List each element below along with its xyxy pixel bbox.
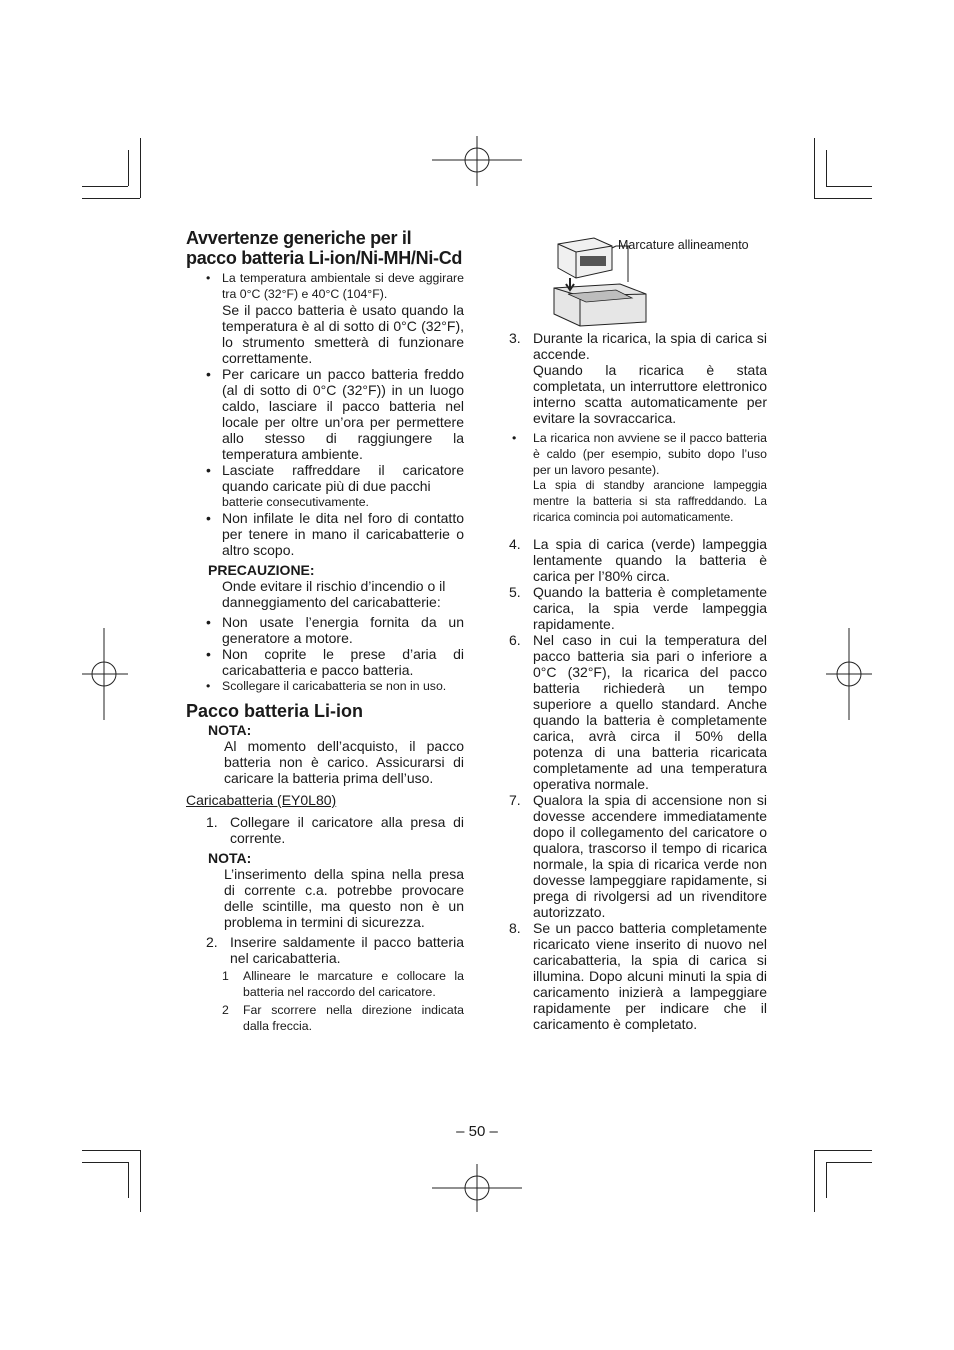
section-title-warnings: Avvertenze generiche per il pacco batteria Li-ion/Ni-MH/Ni-Cd [186,228,463,268]
list-item: • Lasciate raffreddare il caricatore quando caricate più di due pacchi batterie consecutivamente. [206,462,464,509]
list-item: 7. Qualora la spia di accensione non si dovesse accendere immediatamente dopo il collegamento del caricatore o qualora, trascorso il tempo di ricarica normale, la spia di ricarica verde non dovesse lampeggiare rapidamente, si prega di rivolgersi ad un rivenditore autorizzato. [509,792,767,920]
registration-mark-left [82,628,128,720]
list-item: • Non usate l’energia fornita da un generatore a motore. [206,614,464,646]
page-number: – 50 – [456,1123,498,1140]
warnings-list [186,270,464,558]
nota-label: NOTA: [208,722,252,738]
registration-mark-bottom [432,1164,522,1212]
precaution-text: Onde evitare il rischio d’incendio o il danneggiamento del caricabatterie: [222,578,446,610]
nota2-label: NOTA: [208,850,252,866]
registration-mark-right [826,628,872,720]
step-2: 2. Inserire saldamente il pacco batteria nel caricabatteria. [206,934,464,966]
section-title-li-ion: Pacco batteria Li-ion [186,701,364,721]
list-item: • Non coprite le prese d’aria di caricabatteria e pacco batteria. [206,646,464,678]
list-item: 8. Se un pacco batteria completamente ricaricato viene inserito di nuovo nel caricabatteria, la spia di carica si illumina. Dopo alcuni minuti la spia di caricamento inizierà a lampeggiare rapidamente per indicare che il caricamento è completato. [509,920,767,1032]
precaution-list [186,614,464,694]
charger-model-link[interactable]: Caricabatteria (EY0L80) [186,792,337,808]
left-column [186,228,464,1034]
precaution-label: PRECAUZIONE: [208,562,315,578]
nota-text: Al momento dell’acquisto, il pacco batteria non è carico. Assicurarsi di caricare la batteria prima dell’uso. [224,738,464,786]
list-item: 4. La spia di carica (verde) lampeggia lentamente quando la batteria è carica per l’80% circa. [509,536,767,584]
charger-figure [550,232,770,332]
steps-list [509,536,767,1032]
figure-label: Marcature allineamento [618,238,749,252]
list-item: • La ricarica non avviene se il pacco batteria è caldo (per esempio, subito dopo l’uso per un lavoro pesante). La spia di standby arancione lampeggia mentre la batteria si sta raffreddando. La ricarica comincia poi automaticamente. [512,431,767,524]
substep-1: 1 Allineare le marcature e collocare la batteria nel raccordo del caricatore. [222,969,464,999]
list-item: • La temperatura ambientale si deve aggirare tra 0°C (32°F) e 40°C (104°F). Se il pacco batteria è usato quando la temperatura è al di sotto di 0°C (32°F), lo strumento smetterà di funzionare correttamente. [206,271,464,366]
list-item: • Scollegare il caricabatteria se non in uso. [206,679,447,693]
list-item: 5. Quando la batteria è completamente carica, la spia verde lampeggia rapidamente. [509,584,767,632]
list-item: • Non infilate le dita nel foro di contatto per tenere in mano il caricabatterie o altro scopo. [206,510,464,558]
list-item: 6. Nel caso in cui la temperatura del pacco batteria sia pari o inferiore a 0°C (32°F), la ricarica del pacco batteria richiederà un tempo superiore a quello standard. Anche quando la batteria è completamente carica, avrà circa il 50% della potenza di una batteria ricaricata completamente ad una temperatura operativa normale. [509,632,767,792]
nota2-text: L’inserimento della spina nella presa di corrente c.a. potrebbe provocare delle scintille, ma questo non è un problema in termini di sicurezza. [224,866,464,930]
step-3: 3. Durante la ricarica, la spia di carica si accende. Quando la ricarica è stata completata, un interruttore elettronico interno scatta automaticamente per evitare la sovraccarica. [509,330,767,426]
substep-2: 2 Far scorrere nella direzione indicata dalla freccia. [222,1003,464,1033]
step-1: 1. Collegare il caricatore alla presa di corrente. [206,814,464,846]
right-column [509,330,767,1032]
registration-mark-top [432,136,522,186]
list-item: • Per caricare un pacco batteria freddo (al di sotto di 0°C (32°F)) in un luogo caldo, lasciare il pacco batteria nel locale per oltre un’ora per permettere allo stesso di raggiungere la temperatura ambiente. [206,366,464,462]
